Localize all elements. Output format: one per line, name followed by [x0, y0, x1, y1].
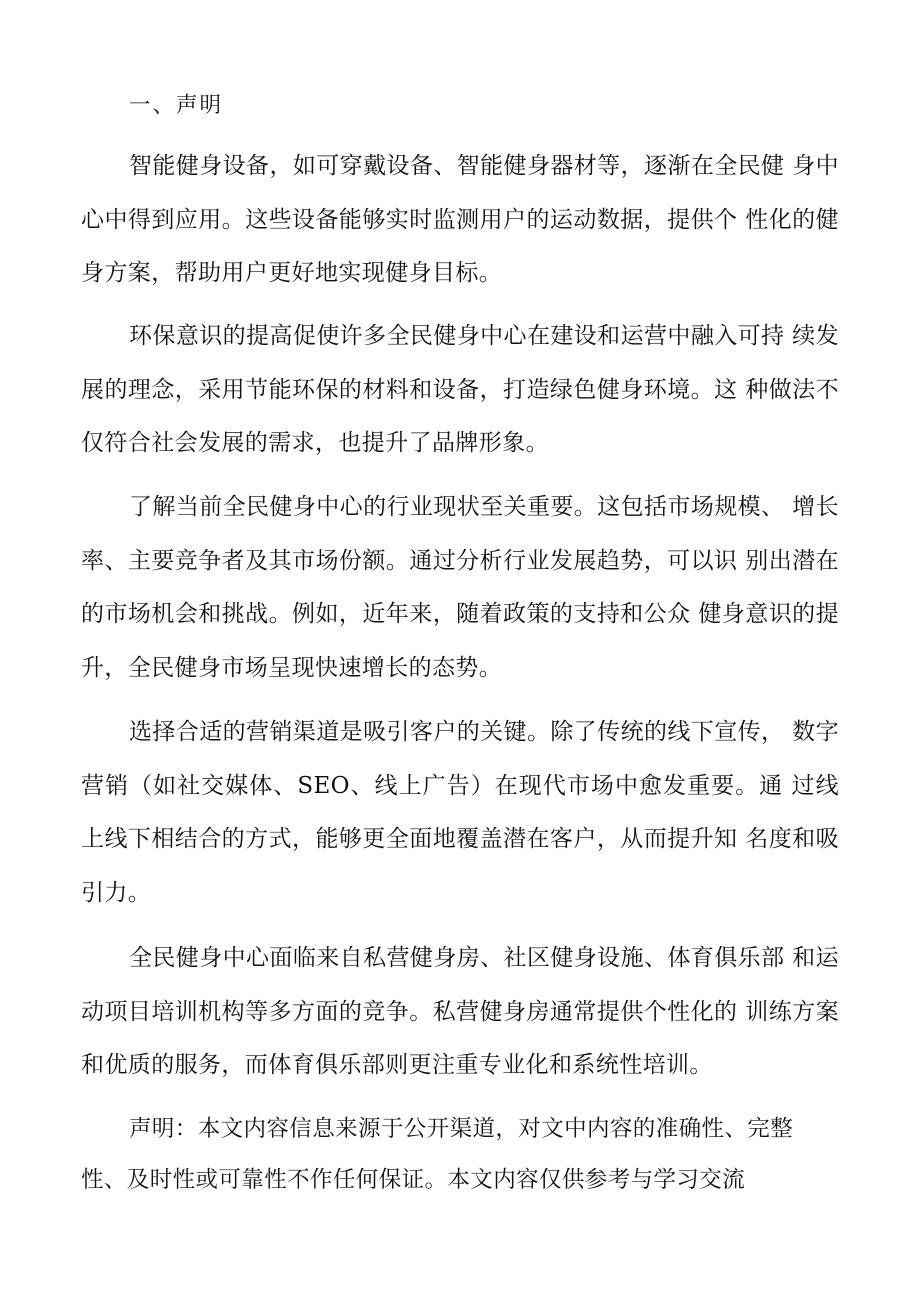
paragraph-industry-status: 了解当前全民健身中心的行业现状至关重要。这包括市场规模、 增长率、主要竞争者及其市场份额。通过分析行业发展趋势，可以识 别出潜在的市场机会和挑战。例如，近年来，随着政策的支持和公众 健身意识的提升，全民健身市场呈现快速增长的态势。 — [81, 494, 839, 681]
paragraph-competition: 全民健身中心面临来自私营健身房、社区健身设施、体育俱乐部 和运动项目培训机构等多方面的竞争。私营健身房通常提供个性化的 训练方案和优质的服务，而体育俱乐部则更注重专业化和系统性培训。 — [81, 945, 839, 1078]
paragraph-smart-devices: 智能健身设备，如可穿戴设备、智能健身器材等，逐渐在全民健 身中心中得到应用。这些设备能够实时监测用户的运动数据，提供个 性化的健身方案，帮助用户更好地实现健身目标。 — [81, 153, 839, 286]
paragraph-marketing-channels: 选择合适的营销渠道是吸引客户的关键。除了传统的线下宣传， 数字营销（如社交媒体、SEO、线上广告）在现代市场中愈发重要。通 过线上线下相结合的方式，能够更全面地覆盖潜在客户，从而提升知 名度和吸引力。 — [81, 719, 839, 906]
section-heading: 一、声明 — [129, 93, 224, 118]
disclaimer-text: 声明：本文内容信息来源于公开渠道，对文中内容的准确性、完整性、及时性或可靠性不作任何保证。本文内容仅供参考与学习交流 — [81, 1116, 794, 1193]
paragraph-environmental: 环保意识的提高促使许多全民健身中心在建设和运营中融入可持 续发展的理念，采用节能环保的材料和设备，打造绿色健身环境。这 种做法不仅符合社会发展的需求，也提升了品牌形象。 — [81, 323, 839, 456]
